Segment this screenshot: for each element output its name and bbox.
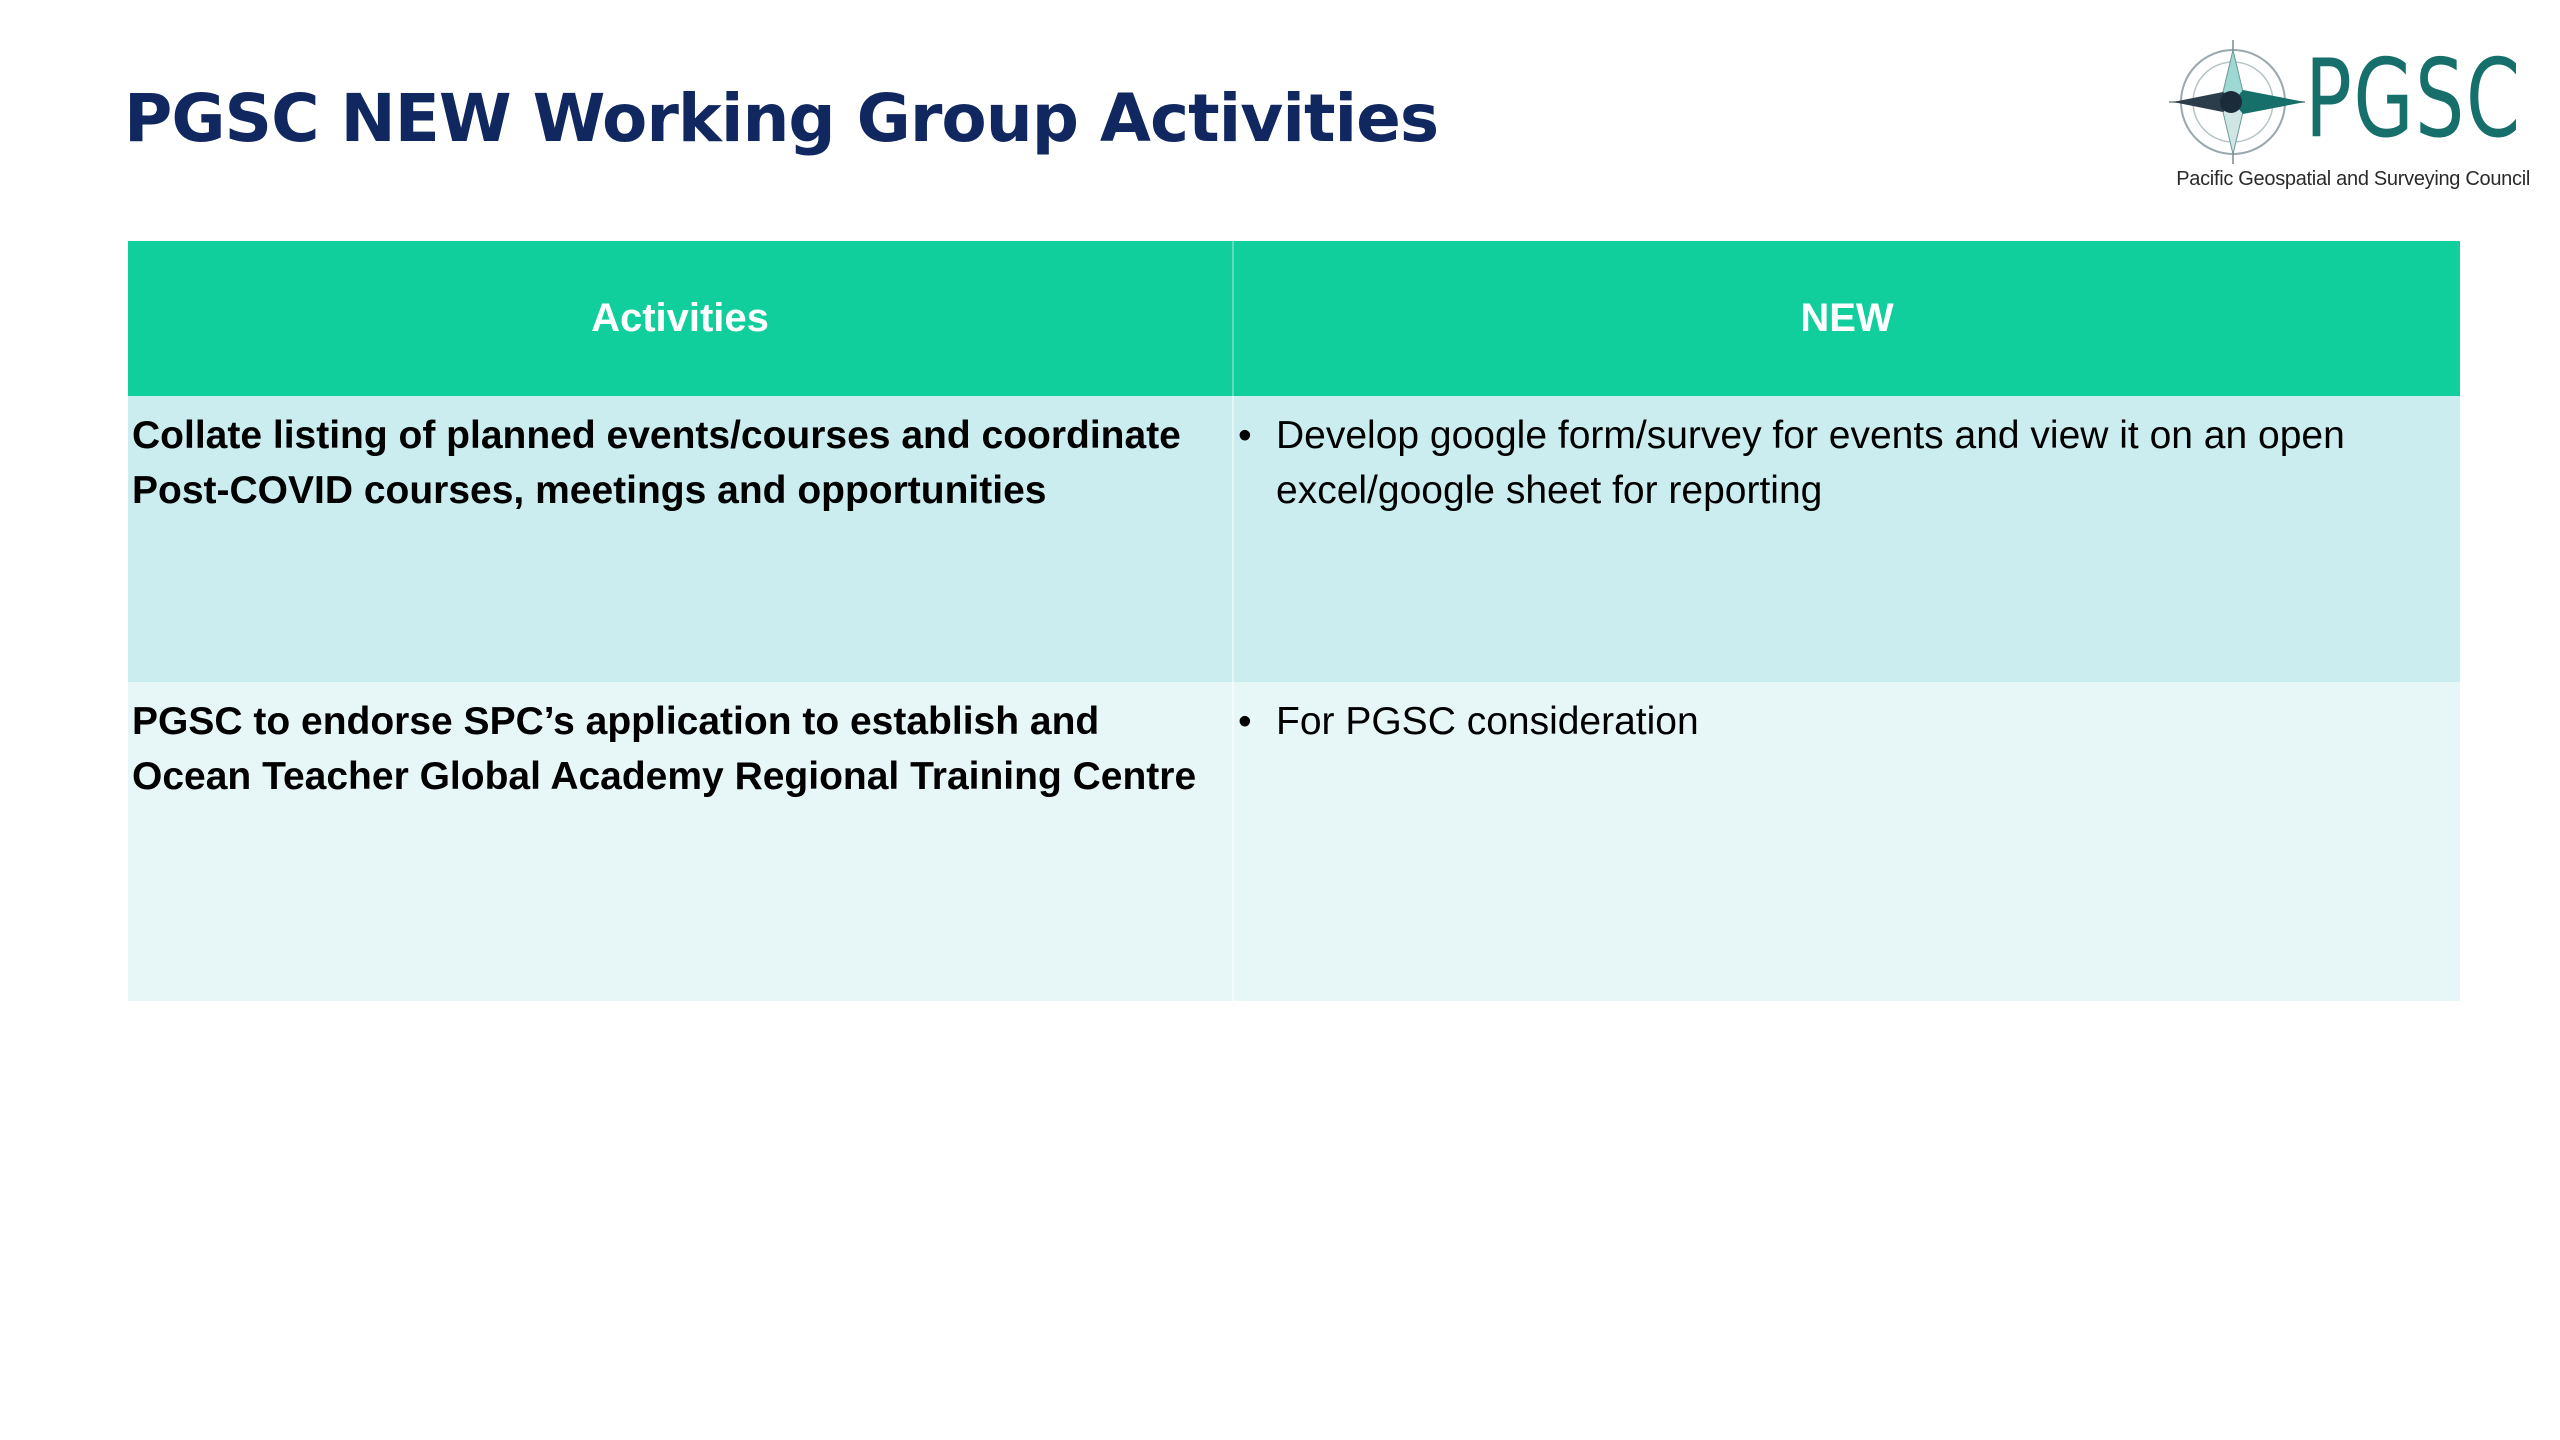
list-item: • For PGSC consideration — [1238, 694, 2456, 749]
compass-rose-icon — [2165, 40, 2310, 170]
new-items-list — [1238, 408, 2456, 518]
new-cell — [1233, 682, 2460, 1001]
activity-cell: PGSC to endorse SPC’s application to establish and Ocean Teacher Global Academy Regional Training Centre — [128, 682, 1233, 1001]
new-items-list — [1238, 694, 2456, 749]
new-cell — [1233, 396, 2460, 682]
logo-subtitle: Pacific Geospatial and Surveying Council — [2176, 168, 2530, 190]
header-activities: Activities — [128, 241, 1233, 396]
table-row — [128, 682, 2460, 1001]
header-new: NEW — [1233, 241, 2460, 396]
slide-title: PGSC NEW Working Group Activities — [124, 80, 1439, 157]
list-item: • Develop google form/survey for events and view it on an open excel/google sheet for reporting — [1238, 408, 2456, 518]
logo-wordmark: PGSC — [2305, 37, 2522, 162]
activities-table — [128, 241, 2460, 1001]
table-header-row — [128, 241, 2460, 396]
activity-cell: Collate listing of planned events/courses and coordinate Post-COVID courses, meetings and opportunities — [128, 396, 1233, 682]
table-row — [128, 396, 2460, 682]
pgsc-logo — [2165, 37, 2530, 200]
